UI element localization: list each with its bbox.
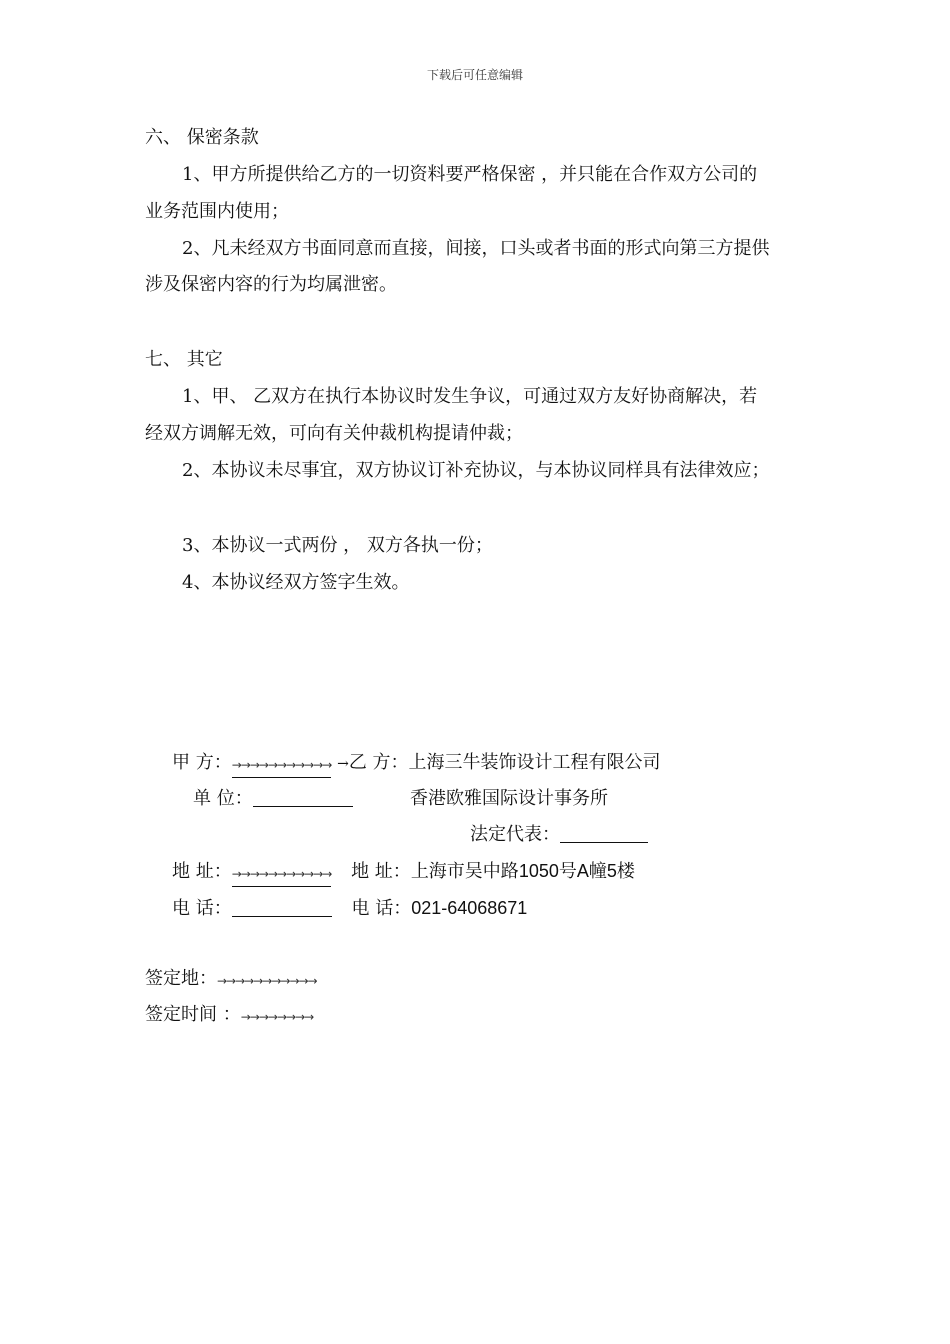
legal-rep-blank[interactable] (560, 824, 648, 843)
legal-rep-label: 法定代表： (470, 824, 560, 845)
signing-place-row (145, 967, 317, 993)
party-a-blank[interactable]: →→→→→→→→→→→ (232, 753, 332, 778)
phone-a-label: 电 话： (172, 898, 232, 919)
party-a-label: 甲 方： (172, 752, 232, 773)
address-b-text: 上海市吴中路 (410, 861, 519, 882)
legal-rep-row (470, 823, 648, 847)
address-row (172, 859, 635, 887)
unit-b-name: 香港欧雅国际设计事务所 (410, 788, 608, 809)
signing-place-label: 签定地： (145, 968, 217, 989)
address-b-zhuang: 幢 (588, 861, 607, 882)
section-7-item-2: 2、本协议未尽事宜，双方协议订补充协议，与本协议同样具有法律效应； (182, 460, 770, 481)
phone-b-number: 021-64068671 (411, 898, 528, 918)
party-b-name: 上海三牛装饰设计工程有限公司 (408, 752, 661, 773)
unit-label: 单 位： (193, 788, 253, 809)
address-b-building: A (576, 861, 589, 881)
unit-row (193, 787, 353, 811)
address-a-label: 地 址： (172, 861, 232, 882)
address-b-label: 地 址： (351, 861, 411, 882)
address-b-number: 1050 (518, 861, 559, 881)
phone-row (172, 896, 527, 921)
unit-a-blank[interactable] (253, 788, 353, 807)
section-6-heading: 六、 保密条款 (145, 127, 259, 148)
phone-a-blank[interactable] (232, 898, 332, 917)
section-7-item-1-line-1: 1、甲、 乙双方在执行本协议时发生争议，可通过双方友好协商解决，若 (182, 386, 758, 407)
address-a-blank[interactable]: →→→→→→→→→→→ (232, 862, 332, 887)
section-6-item-2-line-2: 涉及保密内容的行为均属泄密。 (145, 274, 397, 295)
address-b-floor-number: 5 (606, 861, 617, 881)
section-6-item-1-line-2: 业务范围内使用； (145, 201, 289, 222)
address-b-lou: 楼 (616, 861, 635, 882)
section-7-item-4: 4、本协议经双方签字生效。 (182, 572, 410, 593)
section-6-item-1-line-1: 1、甲方所提供给乙方的一切资料要严格保密 ，并只能在合作双方公司的 (182, 164, 758, 185)
address-b-hao: 号 (558, 861, 577, 882)
phone-b-label: 电 话： (351, 898, 412, 919)
party-b-label: 乙 方： (348, 752, 409, 773)
signing-place-blank[interactable]: →→→→→→→→→→→ (217, 974, 317, 988)
section-6-item-2-line-1: 2、凡未经双方书面同意而直接，间接，口头或者书面的形式向第三方提供 (182, 238, 770, 259)
signing-time-row (145, 1003, 313, 1029)
party-b-arrow: → (337, 756, 349, 772)
party-row (172, 751, 661, 778)
page-header-note: 下载后可任意编辑 (426, 68, 523, 82)
section-7-item-1-line-2: 经双方调解无效，可向有关仲裁机构提请仲裁； (145, 423, 523, 444)
signing-time-blank[interactable]: →→→→→→→→ (240, 1010, 314, 1024)
section-7-item-3: 3、本协议一式两份 ， 双方各执一份； (182, 535, 493, 556)
signing-time-label: 签定时间 ： (145, 1004, 241, 1025)
section-7-heading: 七、 其它 (145, 349, 223, 370)
